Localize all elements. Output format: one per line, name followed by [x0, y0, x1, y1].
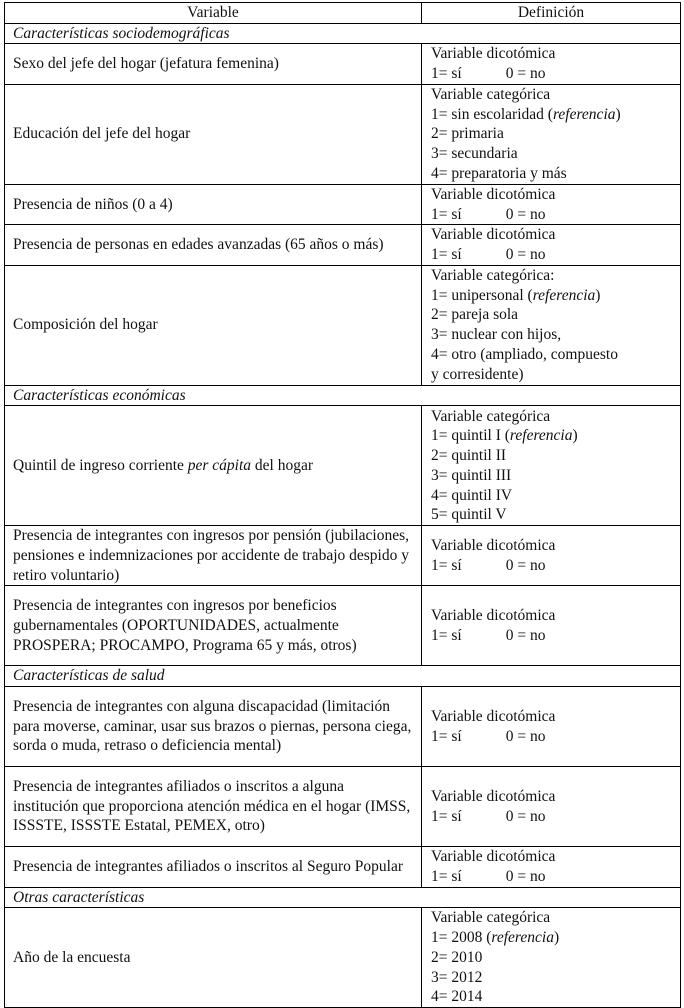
section-row: [5, 887, 681, 908]
option-4: 4= otro (ampliado, compuesto: [431, 345, 618, 363]
definition-type: Variable dicotómica: [431, 537, 556, 555]
option-3: 3= secundaria: [431, 145, 518, 163]
option-1: [431, 928, 672, 948]
section-economicas: Características económicas: [5, 385, 681, 406]
option-close: ): [595, 286, 601, 304]
value-no: 0 = no: [505, 867, 546, 885]
value-no: 0 = no: [505, 245, 546, 263]
row-beneficios-label: Presencia de integrantes con ingresos por beneficios gubernamentales (OPORTUNIDADES, actualmente PROSPERA; PROCAMPO, Programa 65 y más, otros): [5, 586, 422, 666]
value-si: 1= sí: [431, 205, 462, 223]
row-quintil-definition: [422, 406, 681, 526]
row-beneficios-definition: [422, 586, 681, 666]
header-definicion: Definición: [422, 3, 681, 24]
option-4: 4= preparatoria y más: [431, 164, 567, 182]
row-sexo-label: Sexo del jefe del hogar (jefatura femenina): [5, 44, 422, 84]
value-no: 0 = no: [505, 727, 546, 745]
definition-type: Variable dicotómica: [431, 848, 556, 866]
referencia-label: referencia: [509, 427, 573, 445]
option-3: 3= nuclear con hijos,: [431, 326, 562, 344]
section-otras: Otras características: [5, 887, 681, 908]
definition-type: Variable dicotómica: [431, 185, 556, 203]
option-5: 5= quintil V: [431, 506, 507, 524]
table-row: [5, 687, 681, 767]
value-si: 1= sí: [431, 245, 462, 263]
variables-table: [4, 2, 681, 1008]
option-1: [431, 286, 672, 306]
row-afiliados-definition: [422, 767, 681, 847]
section-row: [5, 385, 681, 406]
option-text: 1= quintil I (: [431, 427, 510, 445]
section-row: [5, 666, 681, 687]
table-row: [5, 908, 681, 1008]
row-ninos-label: Presencia de niños (0 a 4): [5, 184, 422, 224]
table-row: [5, 586, 681, 666]
value-si: 1= sí: [431, 867, 462, 885]
value-si: 1= sí: [431, 65, 462, 83]
row-quintil-label: [5, 406, 422, 526]
row-pension-definition: [422, 526, 681, 586]
section-sociodemograficas: Características sociodemográficas: [5, 23, 681, 44]
definition-type: Variable dicotómica: [431, 607, 556, 625]
table-row: [5, 847, 681, 887]
definition-values: [431, 807, 672, 827]
option-2: 2= primaria: [431, 125, 504, 143]
table-row: [5, 406, 681, 526]
definition-values: [431, 867, 672, 887]
value-si: 1= sí: [431, 556, 462, 574]
definition-type: Variable categórica: [431, 909, 551, 927]
definition-values: [431, 64, 672, 84]
definition-type: Variable categórica: [431, 86, 551, 104]
row-anio-definition: [422, 908, 681, 1008]
table-row: [5, 526, 681, 586]
referencia-label: referencia: [491, 929, 554, 947]
table-row: [5, 184, 681, 224]
definition-values: [431, 205, 672, 225]
row-educacion-label: Educación del jefe del hogar: [5, 84, 422, 184]
value-no: 0 = no: [505, 556, 546, 574]
definition-type: Variable dicotómica: [431, 787, 556, 805]
value-no: 0 = no: [505, 626, 546, 644]
row-pension-label: Presencia de integrantes con ingresos por pensión (jubilaciones, pensiones e indemnizaciones por accidente de trabajo despido y retiro voluntario): [5, 526, 422, 586]
row-sexo-definition: [422, 44, 681, 84]
label-text-end: del hogar: [251, 456, 314, 474]
definition-type: Variable dicotómica: [431, 707, 556, 725]
table-row: [5, 265, 681, 385]
table-row: [5, 767, 681, 847]
option-4: 4= quintil IV: [431, 486, 513, 504]
row-afiliados-label: Presencia de integrantes afiliados o inscritos a alguna institución que proporciona atención médica en el hogar (IMSS, ISSSTE, ISSSTE Estatal, PEMEX, otro): [5, 767, 422, 847]
option-2: 2= quintil II: [431, 447, 507, 465]
row-seguro-definition: [422, 847, 681, 887]
option-text: 1= 2008 (: [431, 929, 492, 947]
label-italic: per cápita: [187, 456, 252, 474]
option-text: 1= unipersonal (: [431, 286, 533, 304]
label-text: Quintil de ingreso corriente: [13, 456, 188, 474]
option-1: [431, 426, 672, 446]
definition-values: [431, 626, 672, 646]
table-row: [5, 44, 681, 84]
table-row: [5, 225, 681, 265]
definition-type: Variable dicotómica: [431, 45, 556, 63]
header-variable: Variable: [5, 3, 422, 24]
value-si: 1= sí: [431, 626, 462, 644]
definition-values: [431, 556, 672, 576]
option-close: ): [615, 105, 621, 123]
row-composicion-label: Composición del hogar: [5, 265, 422, 385]
value-si: 1= sí: [431, 807, 462, 825]
value-no: 0 = no: [505, 807, 546, 825]
value-no: 0 = no: [505, 205, 546, 223]
value-si: 1= sí: [431, 727, 462, 745]
row-educacion-definition: [422, 84, 681, 184]
row-ninos-definition: [422, 184, 681, 224]
row-avanzadas-label: Presencia de personas en edades avanzadas (65 años o más): [5, 225, 422, 265]
option-text: 1= sin escolaridad (: [431, 105, 553, 123]
section-row: [5, 23, 681, 44]
row-discapacidad-definition: [422, 687, 681, 767]
row-composicion-definition: [422, 265, 681, 385]
option-2: 2= 2010: [431, 948, 483, 966]
option-close: ): [572, 427, 578, 445]
option-1: [431, 105, 672, 125]
table-row: [5, 84, 681, 184]
row-discapacidad-label: Presencia de integrantes con alguna discapacidad (limitación para moverse, caminar, usar sus brazos o piernas, persona ciega, sorda o muda, retraso o deficiencia mental): [5, 687, 422, 767]
option-4: 4= 2014: [431, 988, 483, 1006]
section-salud: Características de salud: [5, 666, 681, 687]
option-3: 3= quintil III: [431, 466, 512, 484]
option-2: 2= pareja sola: [431, 306, 519, 324]
definition-values: [431, 727, 672, 747]
row-anio-label: Año de la encuesta: [5, 908, 422, 1008]
definition-type: Variable categórica: [431, 407, 551, 425]
value-no: 0 = no: [505, 65, 546, 83]
definition-type: Variable categórica:: [431, 267, 555, 285]
definition-type: Variable dicotómica: [431, 226, 556, 244]
option-3: 3= 2012: [431, 968, 483, 986]
header-row: [5, 3, 681, 24]
row-avanzadas-definition: [422, 225, 681, 265]
option-4-continued: y corresidente): [431, 365, 524, 383]
row-seguro-label: Presencia de integrantes afiliados o inscritos al Seguro Popular: [5, 847, 422, 887]
referencia-label: referencia: [532, 286, 596, 304]
definition-values: [431, 245, 672, 265]
referencia-label: referencia: [552, 105, 616, 123]
option-close: ): [553, 929, 560, 947]
